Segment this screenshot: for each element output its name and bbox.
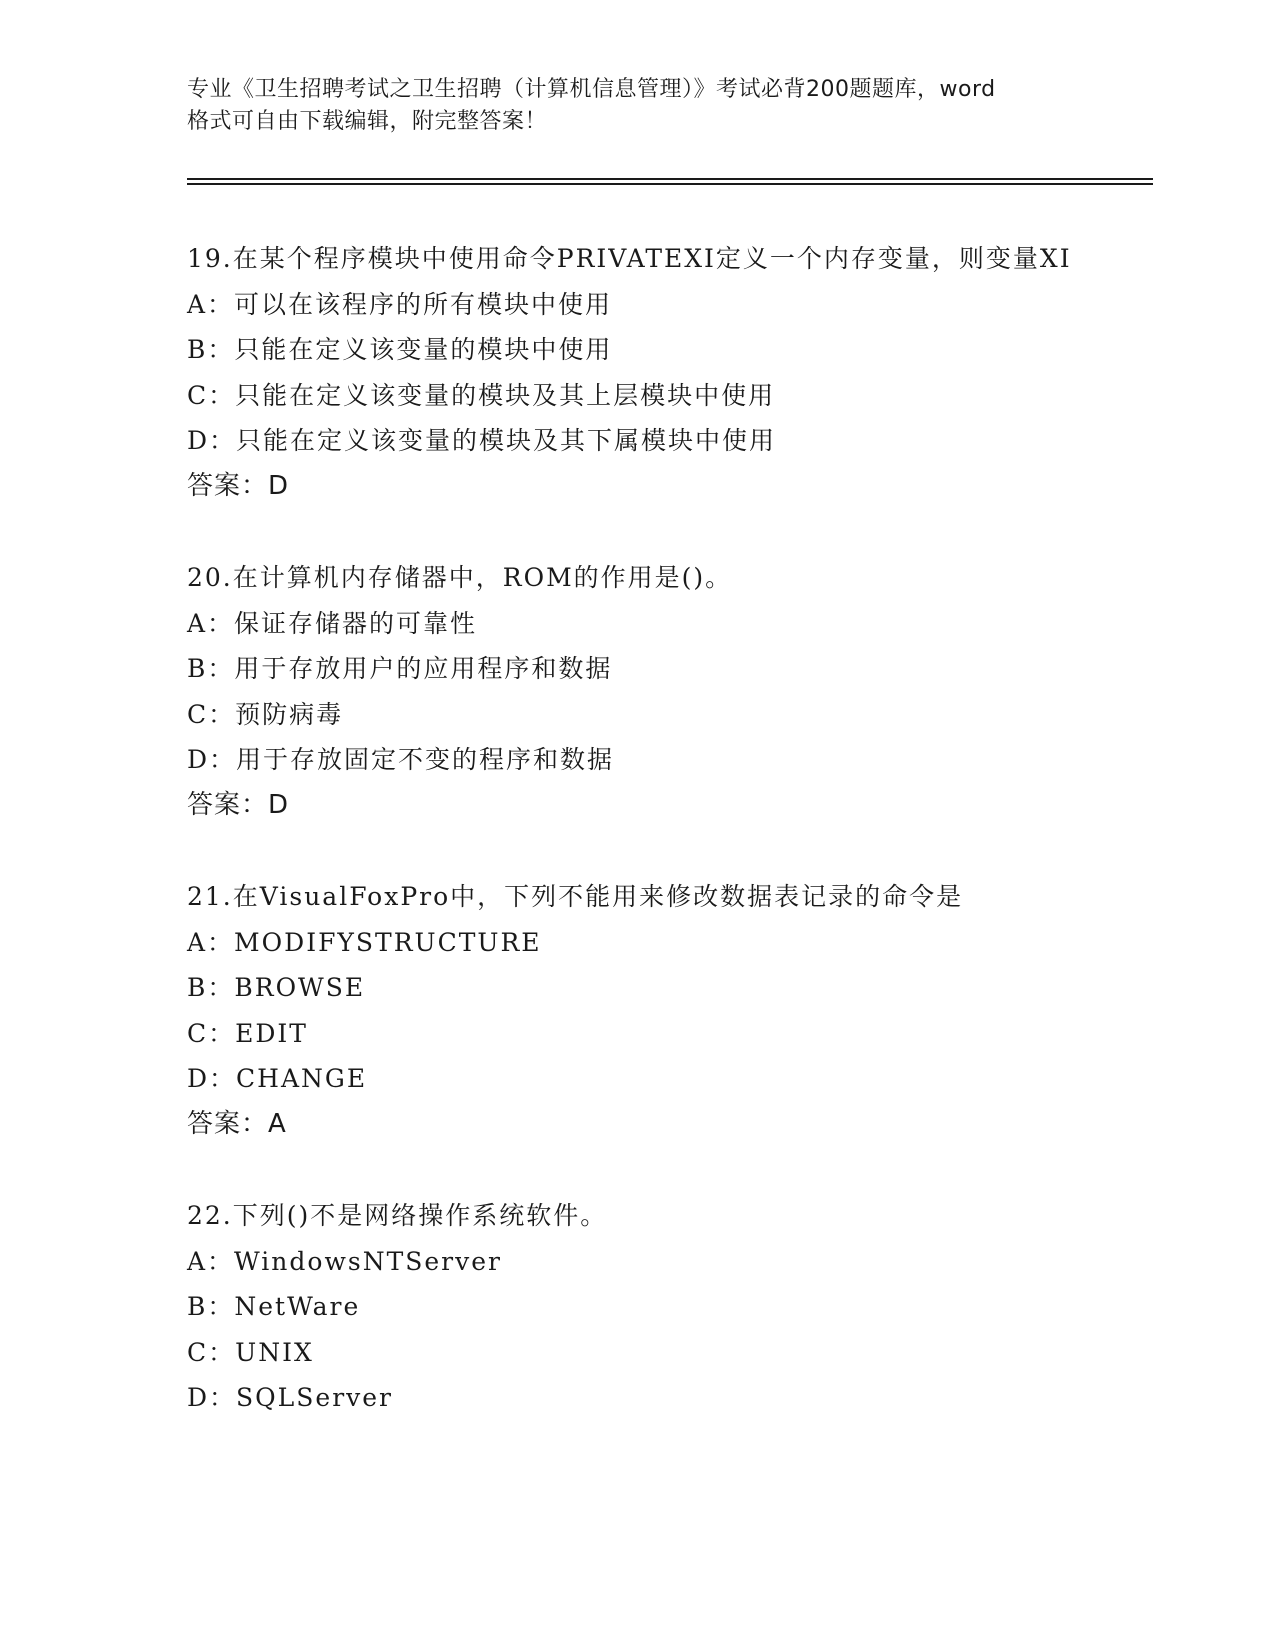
question-text: 21.在VisualFoxPro中，下列不能用来修改数据表记录的命令是 <box>187 882 964 911</box>
option-a: A：保证存储器的可靠性 <box>187 608 478 638</box>
option-a: A：MODIFYSTRUCTURE <box>187 927 542 957</box>
question-text: 20.在计算机内存储器中，ROM的作用是()。 <box>187 563 733 592</box>
header-divider-top <box>187 178 1153 180</box>
question-21 <box>187 874 1153 1147</box>
option-b: B：用于存放用户的应用程序和数据 <box>187 654 613 683</box>
option-b: B：NetWare <box>187 1292 361 1321</box>
answer-line: 答案：D <box>187 789 290 820</box>
option-a: A：可以在该程序的所有模块中使用 <box>187 289 613 319</box>
option-d: D：CHANGE <box>187 1064 368 1093</box>
option-b: B：只能在定义该变量的模块中使用 <box>187 335 613 364</box>
option-c: C：UNIX <box>187 1337 314 1367</box>
document-header <box>187 74 1087 138</box>
option-d: D：SQLServer <box>187 1383 394 1412</box>
header-line-1: 专业《卫生招聘考试之卫生招聘（计算机信息管理）》考试必背200题题库，word <box>187 77 996 102</box>
header-divider-bottom <box>187 183 1153 185</box>
question-19 <box>187 236 1153 509</box>
option-c: C：只能在定义该变量的模块及其上层模块中使用 <box>187 380 776 410</box>
answer-line: 答案：A <box>187 1108 287 1139</box>
header-line-2: 格式可自由下载编辑，附完整答案！ <box>187 109 548 134</box>
option-d: D：用于存放固定不变的程序和数据 <box>187 745 615 774</box>
question-text: 22.下列()不是网络操作系统软件。 <box>187 1201 608 1230</box>
option-d: D：只能在定义该变量的模块及其下属模块中使用 <box>187 426 777 455</box>
question-20 <box>187 555 1153 828</box>
answer-line: 答案：D <box>187 470 290 501</box>
question-text: 19.在某个程序模块中使用命令PRIVATEXI定义一个内存变量，则变量XI <box>187 244 1072 273</box>
option-a: A：WindowsNTServer <box>187 1246 502 1276</box>
question-list <box>187 236 1153 1467</box>
question-22 <box>187 1193 1153 1421</box>
option-c: C：EDIT <box>187 1018 308 1048</box>
option-c: C：预防病毒 <box>187 699 344 729</box>
option-b: B：BROWSE <box>187 973 366 1002</box>
